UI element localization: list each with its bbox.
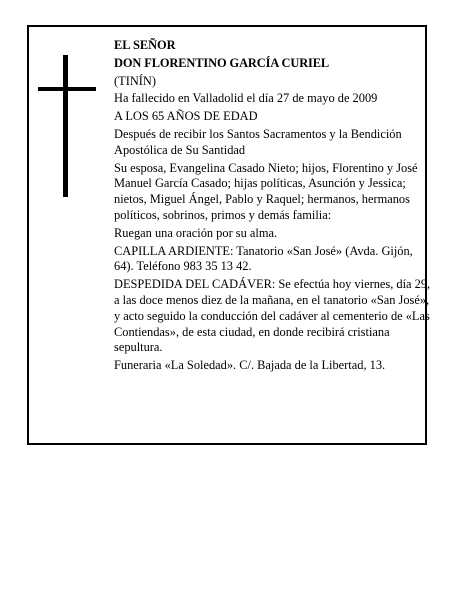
family-list: Su esposa, Evangelina Casado Nieto; hijos, Florentino y José Manuel García Casado; hijas políticas, Asunción y Jessica; nietos, Miguel Ángel, Pablo y Raquel; hermanos, hermanos políticos, sobrinos, primos y demás familia: xyxy=(114,160,418,222)
death-info: Ha fallecido en Valladolid el día 27 de mayo de 2009 xyxy=(114,91,378,106)
chapel-info: CAPILLA ARDIENTE: Tanatorio «San José» (Avda. Gijón, 64). Teléfono 983 35 13 42. xyxy=(114,243,413,274)
obituary-content xyxy=(114,38,432,376)
funeral-home-info: Funeraria «La Soledad». C/. Bajada de la Libertad, 13. xyxy=(114,358,386,373)
deceased-nickname: (TINÍN) xyxy=(114,73,156,88)
prayer-request: Ruegan una oración por su alma. xyxy=(114,225,278,240)
farewell-info: DESPEDIDA DEL CADÁVER: Se efectúa hoy viernes, día 29, a las doce menos diez de la mañana, en el tanatorio «San José», y acto seguido la conducción del cadáver al cementerio de «Las Contiendas», de esta ciudad, en donde recibirá cristiana sepultura. xyxy=(114,277,431,355)
sacraments-statement: Después de recibir los Santos Sacramentos y la Bendición Apostólica de Su Santidad xyxy=(114,126,402,157)
cross-vertical-bar xyxy=(63,55,68,197)
heading-title: EL SEÑOR xyxy=(114,38,176,52)
age-statement: A LOS 65 AÑOS DE EDAD xyxy=(114,109,258,124)
latin-cross-icon xyxy=(38,55,96,197)
cross-horizontal-bar xyxy=(38,87,96,91)
deceased-name: DON FLORENTINO GARCÍA CURIEL xyxy=(114,55,330,70)
